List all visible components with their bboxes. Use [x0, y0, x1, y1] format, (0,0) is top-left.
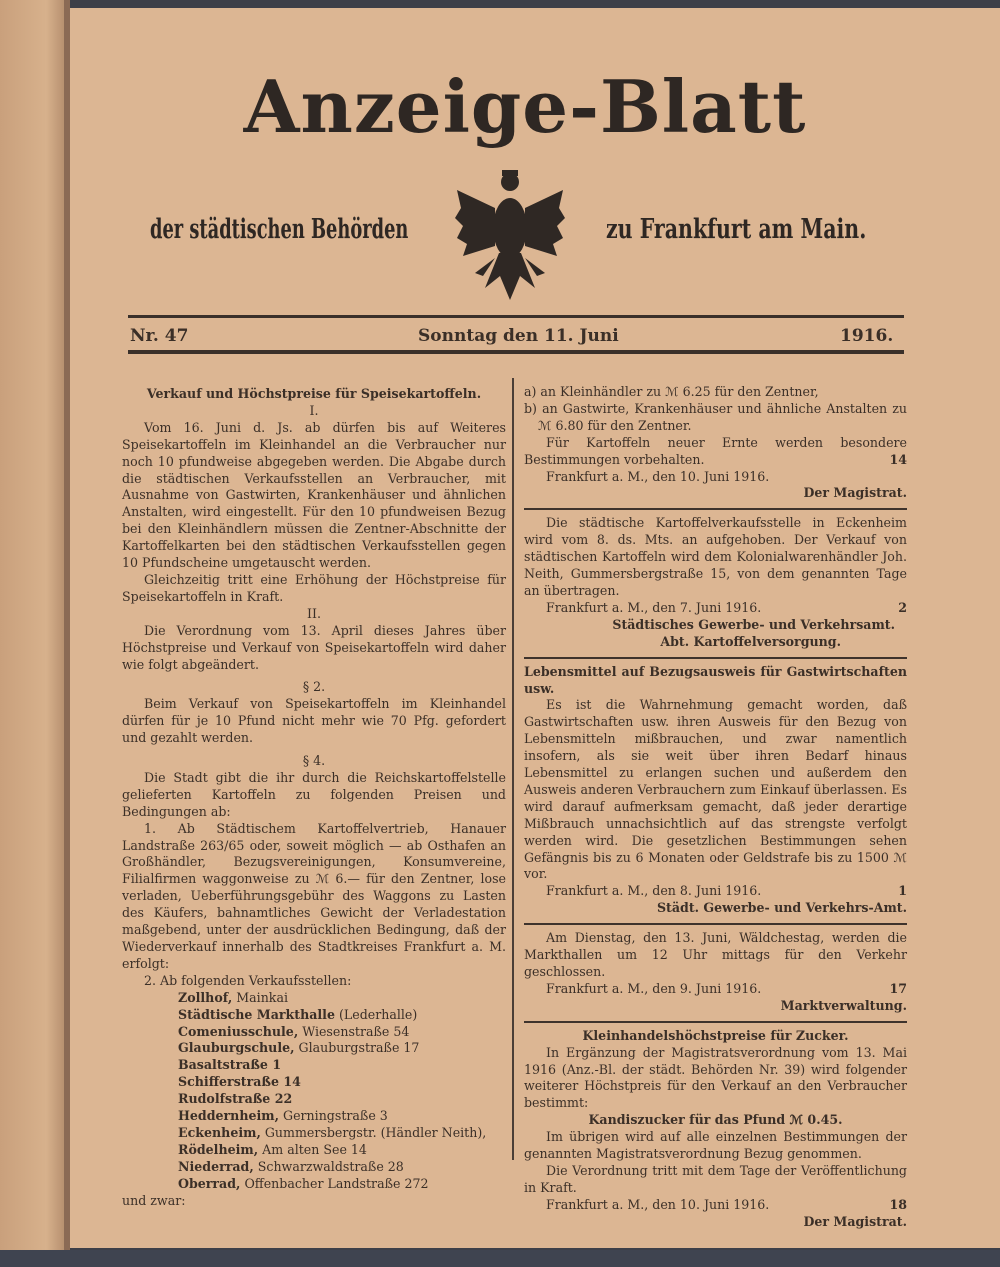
- eagle-emblem-icon: [455, 168, 565, 303]
- list-item: Basaltstraße 1: [178, 1057, 282, 1073]
- column-divider: [512, 378, 514, 1160]
- paragraph: Für Kartoffeln neuer Ernte werden besondere Bestimmungen vorbehalten. 14: [524, 434, 907, 467]
- list-item: Schifferstraße 14: [178, 1074, 301, 1090]
- paragraph: Es ist die Wahrnehmung gemacht worden, daß Gastwirtschaften usw. ihren Ausweis für den Bezug von Lebensmitteln mißbrauchen, und zwar namentlich insofern, als sie weit über ihren Bedarf hinaus Lebensmittel zu erlangen suchen und außerdem den Ausweis anderen Verbrauchern zum Einkauf überlassen. Es wird darauf aufmerksam gemacht, daß jeder derartige Mißbrauch unnachsichtlich auf das strengste verfolgt werden wird. Die gesetzlichen Bestimmungen sehen Gefängnis bis zu 6 Monaten oder Geldstrafe bis zu 1500 ℳ vor.: [524, 697, 907, 882]
- paragraph: Die Verordnung vom 13. April dieses Jahres über Höchstpreise und Verkauf von Speisekartoffeln wird daher wie folgt abgeändert.: [122, 622, 506, 672]
- masthead-subtitle-left: der städtischen Behörden: [150, 214, 409, 245]
- list-item: Rudolfstraße 22: [178, 1091, 293, 1107]
- dateline: Frankfurt a. M., den 10. Juni 1916. 18: [546, 1196, 907, 1212]
- signature: Der Magistrat.: [803, 1213, 907, 1229]
- signature: Städt. Gewerbe- und Verkehrs-Amt.: [656, 900, 907, 916]
- scan-background: [0, 1250, 1000, 1267]
- list-item: Zollhof, Mainkai: [178, 989, 288, 1005]
- right-column: [524, 384, 907, 1231]
- paragraph: Die Stadt gibt die ihr durch die Reichskartoffelstelle gelieferten Kartoffeln zu folgenden Preisen und Bedingungen ab:: [122, 769, 506, 819]
- notice-potato-prices-continued: [524, 384, 907, 502]
- signature: Städtisches Gewerbe- und Verkehrsamt.: [612, 616, 895, 632]
- issue-date: Sonntag den 11. Juni: [418, 326, 619, 346]
- article-heading: Kleinhandelshöchstpreise für Zucker.: [582, 1027, 849, 1043]
- section-rule: [524, 1021, 907, 1023]
- notice-eckenheim: [524, 515, 907, 650]
- dateline: Frankfurt a. M., den 10. Juni 1916.: [546, 468, 770, 484]
- section-rule: [524, 923, 907, 925]
- paragraph: Vom 16. Juni d. Js. ab dürfen bis auf Weiteres Speisekartoffeln im Kleinhandel an die Verbraucher nur noch 10 pfundweise abgegeben werden. Die Abgabe durch die städtischen Verkaufsstellen an Verbraucher, mit Ausnahme von Gastwirten, Krankenhäuser und ähnlichen Anstalten, wird eingestellt. Für den 10 pfundweisen Bezug bei den Kleinhändlern müssen die Zentner-Abschnitte der Kartoffelkarten bei den städtischen Verkaufsstellen gegen 10 Pfundscheine umgetauscht werden.: [122, 419, 506, 571]
- paragraph: In Ergänzung der Magistratsverordnung vom 13. Mai 1916 (Anz.-Bl. der städt. Behörden Nr. 39) wird folgender weiterer Höchstpreis für den Verkauf an den Verbraucher bestimmt:: [524, 1044, 907, 1111]
- list-item: Städtische Markthalle (Lederhalle): [178, 1006, 418, 1022]
- paragraph: 1. Ab Städtischem Kartoffelvertrieb, Hanauer Landstraße 263/65 oder, soweit möglich — ab Osthafen an Großhändler, Bezugsvereinigungen, Konsumvereine, Filialfirmen waggonweise zu ℳ 6.— für den Zentner, lose verladen, Ueberführungsgebühr des Waggons zu Lasten des Käufers, bahnamtliches Gewicht der Verladestation maßgebend, unter der ausdrücklichen Bedingung, daß der Wiederverkauf innerhalb des Stadtkreises Frankfurt a. M. erfolgt:: [122, 820, 506, 971]
- notice-market-halls: [524, 930, 907, 1015]
- list-item: Rödelheim, Am alten See 14: [178, 1141, 367, 1157]
- paragraph: Die Verordnung tritt mit dem Tage der Veröffentlichung in Kraft.: [524, 1162, 907, 1195]
- dateline: Frankfurt a. M., den 7. Juni 1916. 2: [546, 599, 907, 615]
- signature: Marktverwaltung.: [780, 997, 907, 1013]
- sales-locations-list: [122, 990, 506, 1193]
- list-item: Comeniusschule, Wiesenstraße 54: [178, 1023, 410, 1039]
- dateline: Frankfurt a. M., den 8. Juni 1916. 1: [546, 883, 907, 899]
- masthead-subtitle-right: zu Frankfurt am Main.: [606, 214, 867, 245]
- section-number: I.: [309, 402, 319, 418]
- paragraph: Am Dienstag, den 13. Juni, Wäldchestag, werden die Markthallen um 12 Uhr mittags für den Verkehr geschlossen.: [524, 930, 907, 979]
- list-item: b) an Gastwirte, Krankenhäuser und ähnliche Anstalten zu ℳ 6.80 für den Zentner.: [524, 400, 907, 433]
- issue-year: 1916.: [840, 326, 894, 346]
- list-item: Niederrad, Schwarzwaldstraße 28: [178, 1158, 404, 1174]
- masthead-title: Anzeige-Blatt: [243, 64, 807, 149]
- issue-number: Nr. 47: [130, 326, 189, 346]
- paragraph: Beim Verkauf von Speisekartoffeln im Kleinhandel dürfen für je 10 Pfund nicht mehr wie 70 Pfg. gefordert und gezahlt werden.: [122, 696, 506, 746]
- paragraph: Gleichzeitig tritt eine Erhöhung der Höchstpreise für Speisekartoffeln in Kraft.: [122, 571, 506, 604]
- dateline: Frankfurt a. M., den 9. Juni 1916. 17: [546, 980, 907, 996]
- list-item: a) an Kleinhändler zu ℳ 6.25 für den Zentner,: [524, 384, 819, 399]
- paragraph: Im übrigen wird auf alle einzelnen Bestimmungen der genannten Magistratsverordnung Bezug genommen.: [524, 1129, 907, 1162]
- masthead-rule-top: [128, 315, 904, 318]
- list-item: Eckenheim, Gummersbergstr. (Händler Neith),: [178, 1124, 487, 1140]
- paragraph-number: § 2.: [302, 679, 326, 695]
- left-column: [122, 386, 506, 1210]
- section-rule: [524, 508, 907, 510]
- section-number: II.: [307, 605, 321, 621]
- notice-food-permits: [524, 664, 907, 918]
- list-item: Oberrad, Offenbacher Landstraße 272: [178, 1175, 429, 1191]
- paragraph: und zwar:: [122, 1192, 186, 1208]
- notice-sugar-prices: [524, 1028, 907, 1231]
- masthead-rule-bottom: [128, 350, 904, 354]
- list-item: Heddernheim, Gerningstraße 3: [178, 1108, 388, 1124]
- section-rule: [524, 657, 907, 659]
- list-item: Glauburgschule, Glauburgstraße 17: [178, 1040, 420, 1056]
- article-heading: Lebensmittel auf Bezugsausweis für Gastwirtschaften usw.: [524, 663, 907, 696]
- signature: Abt. Kartoffelversorgung.: [660, 633, 841, 649]
- article-heading: Verkauf und Höchstpreise für Speisekartoffeln.: [146, 386, 482, 401]
- paragraph-number: § 4.: [302, 753, 326, 769]
- signature: Der Magistrat.: [803, 485, 907, 501]
- price-line: Kandiszucker für das Pfund ℳ 0.45.: [588, 1112, 843, 1128]
- paragraph: Die städtische Kartoffelverkaufsstelle in Eckenheim wird vom 8. ds. Mts. an aufgehoben. Der Verkauf von städtischen Kartoffeln wird dem Kolonialwarenhändler Joh. Neith, Gummersbergstraße 15, von dem genannten Tage an übertragen.: [524, 515, 907, 598]
- adjacent-page: [0, 0, 66, 1250]
- paragraph: 2. Ab folgenden Verkaufsstellen:: [144, 972, 352, 988]
